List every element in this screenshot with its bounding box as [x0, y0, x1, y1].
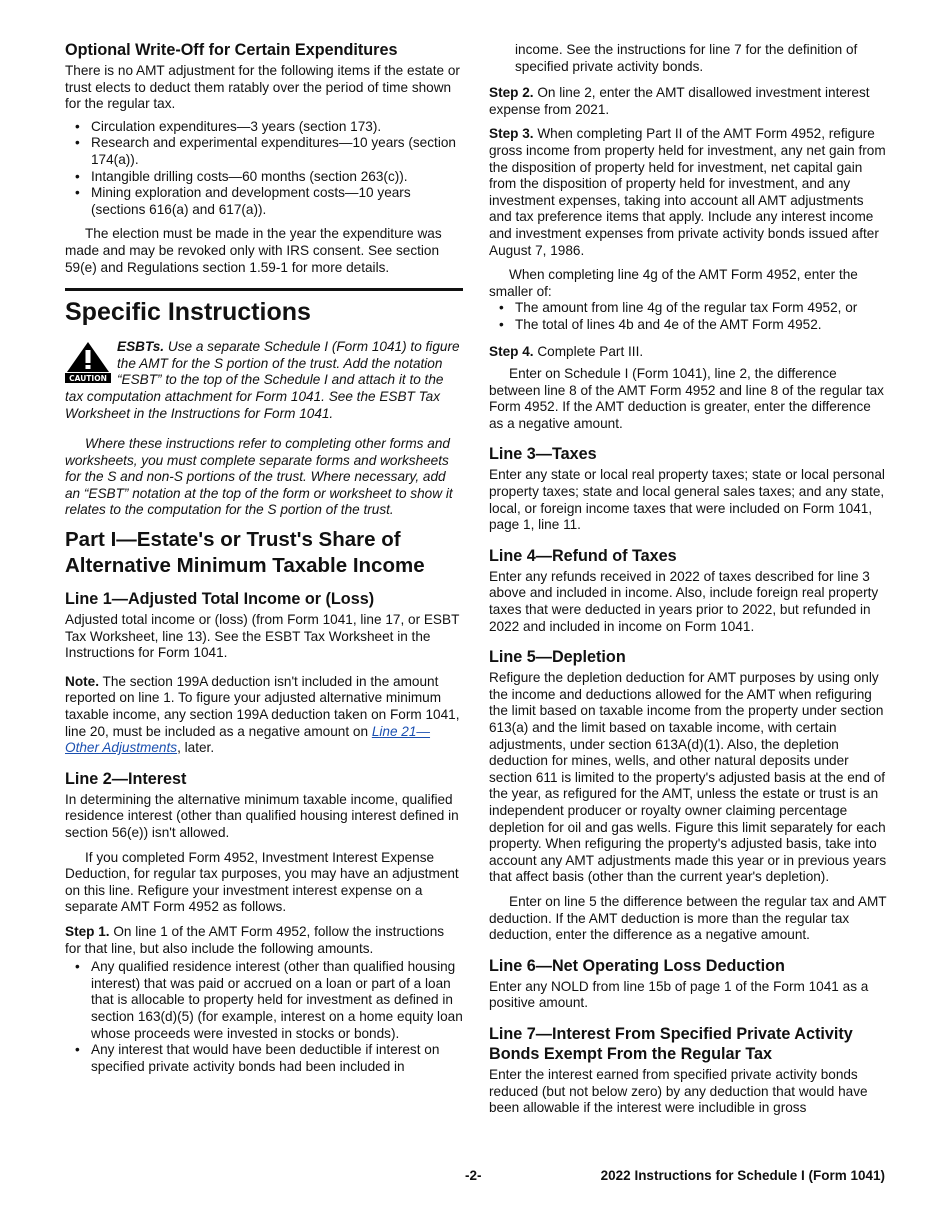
page-number: -2-: [465, 1168, 482, 1183]
line5-paragraph-2: Enter on line 5 the difference between the regular tax and AMT deduction. If the AMT deduction is more than the regular tax deduction, enter the difference as a negative amount.: [489, 893, 887, 943]
step2-paragraph: [489, 85, 887, 118]
part1-heading: Part I—Estate's or Trust's Share of Alternative Minimum Taxable Income: [65, 528, 425, 578]
step1-paragraph: [65, 924, 463, 957]
note-tail: , later.: [177, 740, 215, 756]
esbt-paragraph: [65, 339, 463, 422]
step2-text: On line 2, enter the AMT disallowed investment interest expense from 2021.: [489, 85, 870, 117]
step1-list: [65, 959, 463, 1075]
step4-paragraph-2: Enter on Schedule I (Form 1041), line 2, the difference between line 8 of the AMT Form 4952 and line 8 of the regular tax Form 4952. If the AMT deduction is greater, enter the difference as a negative amount.: [489, 366, 884, 431]
step3-lead: Step 3.: [489, 126, 534, 142]
writeoff-list: [65, 119, 463, 219]
esbt-paragraph-2: Where these instructions refer to completing other forms and worksheets, you must complete separate forms and worksheets for the S and non-S portions of the trust. Where necessary, add an “ESBT” notation at the top of the form or worksheet to show it relates to the computation for the S portion of the trust.: [65, 436, 453, 518]
step4-paragraph: [489, 344, 887, 361]
note-lead: Note.: [65, 673, 99, 689]
list-item: • Mining exploration and development costs—10 years (sections 616(a) and 617(a)).: [91, 185, 463, 218]
line4-heading: Line 4—Refund of Taxes: [489, 546, 677, 565]
list-item: • Research and experimental expenditures—10 years (section 174(a)).: [91, 135, 463, 168]
esbt-lead: ESBTs.: [117, 339, 165, 355]
step3-paragraph: [489, 126, 887, 259]
list-item: • Circulation expenditures—3 years (section 173).: [91, 119, 463, 136]
caution-icon: [65, 341, 111, 383]
continued-paragraph: income. See the instructions for line 7 for the definition of specified private activity bonds.: [515, 42, 858, 74]
note-text: The section 199A deduction isn't included in the amount reported on line 1. To figure your adjusted alternative minimum taxable income, any section 199A deduction taken on Form 1041, line 20, must be included as a negative amount on: [65, 673, 460, 739]
writeoff-heading: Optional Write-Off for Certain Expenditures: [65, 41, 398, 59]
line3-heading: Line 3—Taxes: [489, 445, 597, 464]
line2-paragraph-2: If you completed Form 4952, Investment Interest Expense Deduction, for regular tax purposes, you may have an adjustment on this line. Refigure your investment interest expense on a separate AMT Form 4952 as follows.: [65, 849, 459, 915]
writeoff-paragraph: There is no AMT adjustment for the following items if the estate or trust elects to deduct them ratably over the period of time shown for the regular tax.: [65, 63, 460, 112]
step4-lead: Step 4.: [489, 343, 534, 359]
document-title: 2022 Instructions for Schedule I (Form 1041): [600, 1168, 885, 1183]
right-column: [489, 42, 887, 1123]
step1-lead: Step 1.: [65, 923, 110, 939]
list-item: • The amount from line 4g of the regular tax Form 4952, or: [515, 300, 887, 317]
step3-paragraph-2: When completing line 4g of the AMT Form 4952, enter the smaller of:: [489, 267, 858, 299]
line4-paragraph: Enter any refunds received in 2022 of taxes described for line 3 above and included in income. Also, include foreign real property taxes that were deducted in years prior to 2022, but refunded in 2022 and included in income on Form 1041.: [489, 568, 879, 634]
caution-label: CAUTION: [69, 374, 107, 384]
step4-text: Complete Part III.: [533, 343, 644, 359]
esbt-text: Use a separate Schedule I (Form 1041) to figure the AMT for the S portion of the trust. Add the notation “ESBT” to the top of the Schedule I and attach it to the tax computation attachment for Form 1041. See the ESBT Tax Worksheet in the Instructions for Form 1041.: [65, 339, 460, 421]
line2-paragraph: In determining the alternative minimum taxable income, qualified residence interest (other than qualified housing interest defined in section 56(e)) isn't allowed.: [65, 791, 459, 840]
line1-paragraph: Adjusted total income or (loss) (from Form 1041, line 17, or ESBT Tax Worksheet, line 13). See the ESBT Tax Worksheet in the Instructions for Form 1041.: [65, 612, 460, 661]
line3-paragraph: Enter any state or local real property taxes; state or local personal property taxes; state and local general sales taxes; and any state, local, or foreign income taxes that were included on Form 1041, page 1, line 11.: [489, 467, 885, 533]
step1-text: On line 1 of the AMT Form 4952, follow the instructions for that line, but also include the following amounts.: [65, 923, 445, 956]
line6-heading: Line 6—Net Operating Loss Deduction: [489, 956, 785, 975]
list-item: • Any qualified residence interest (other than qualified housing interest) that was paid or accrued on a loan or part of a loan that is allocable to property held for investment as defined in section 163(d)(5) (for example, interest on a home equity loan whose proceeds were invested in stocks or bonds).: [91, 959, 463, 1042]
line7-paragraph: Enter the interest earned from specified private activity bonds reduced (but not below zero) by any deduction that would have been allowable if the interest were includible in gross: [489, 1066, 868, 1116]
line2-heading: Line 2—Interest: [65, 769, 187, 788]
note-paragraph: [65, 674, 463, 757]
specific-instructions-heading: Specific Instructions: [65, 288, 463, 327]
line5-heading: Line 5—Depletion: [489, 648, 626, 667]
list-item: • The total of lines 4b and 4e of the AMT Form 4952.: [515, 317, 887, 334]
step3-text: When completing Part II of the AMT Form 4952, refigure gross income from property held for investment, any net gain from the disposition of property held for investment, net capital gain from the disposition of property held for investment, and any investment expenses, taking into account all AMT adjustments and tax preference items that apply. Include any interest income and investment expenses from private activity bonds issued after August 7, 1986.: [489, 126, 886, 258]
line6-paragraph: Enter any NOLD from line 15b of page 1 of the Form 1041 as a positive amount.: [489, 978, 869, 1011]
line7-heading: Line 7—Interest From Specified Private Activity Bonds Exempt From the Regular Tax: [489, 1024, 853, 1063]
esbt-caution-block: [65, 339, 463, 422]
list-item: • Any interest that would have been deductible if interest on specified private activity bonds had been included in: [91, 1042, 463, 1075]
list-item: • Intangible drilling costs—60 months (section 263(c)).: [91, 169, 463, 186]
line21-link[interactable]: Line 21—Other Adjustments: [65, 723, 431, 756]
step3-list: [489, 300, 887, 333]
left-column: [65, 40, 463, 1083]
line1-heading: Line 1—Adjusted Total Income or (Loss): [65, 590, 375, 609]
step2-lead: Step 2.: [489, 85, 534, 101]
line5-paragraph: Refigure the depletion deduction for AMT purposes by using only the income and deductions allowed for the AMT when refiguring the limit based on taxable income from the property under section 613(a) and the limit based on taxable income, with certain adjustments, under section 613A(d)(1). Also, the depletion deduction for mines, wells, and other natural deposits under section 611 is limited to the property's adjusted basis at the end of the year, as refigured for the AMT, unless the estate or trust is an independent producer or royalty owner claiming percentage depletion for oil and gas wells. Figure this limit separately for each property. When refiguring the property's adjusted basis, take into account any AMT adjustments made this year or in previous years that affect basis (other than the current year's depletion).: [489, 670, 887, 885]
writeoff-election-paragraph: The election must be made in the year the expenditure was made and may be revoked only with IRS consent. See section 59(e) and Regulations section 1.59-1 for more details.: [65, 226, 442, 275]
